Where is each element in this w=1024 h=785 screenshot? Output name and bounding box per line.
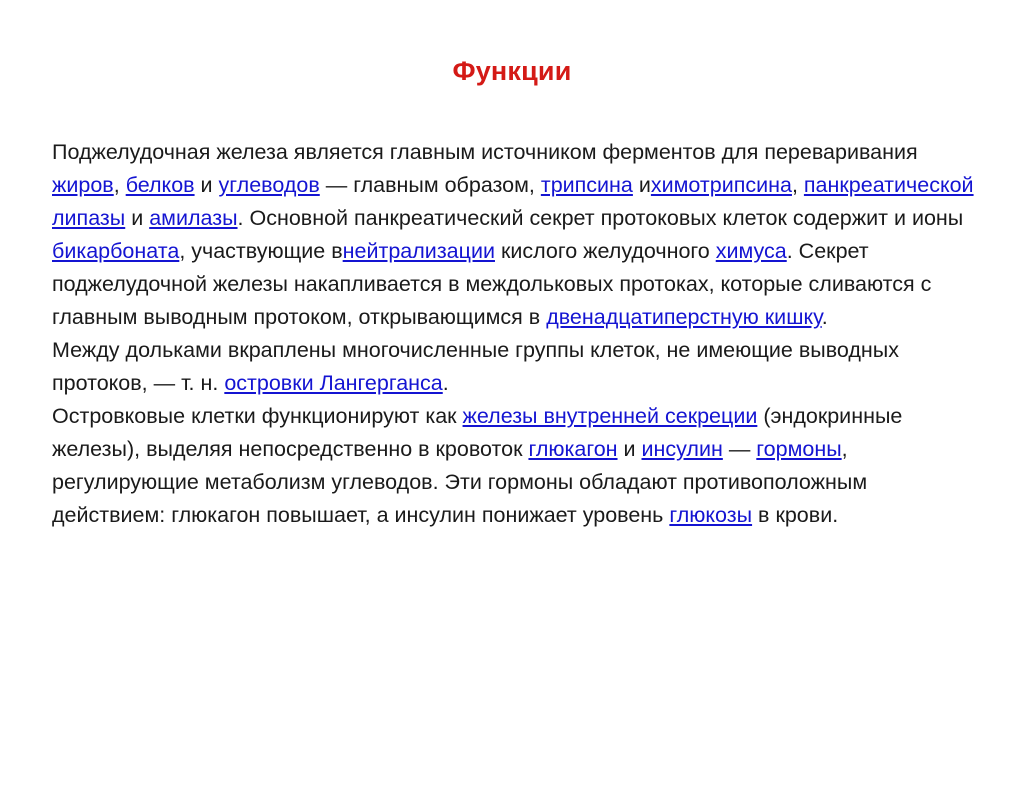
body-text-run: Островковые клетки функционируют как bbox=[52, 404, 463, 429]
body-link[interactable]: инсулин bbox=[641, 437, 723, 462]
body-text-run: , участвующие в bbox=[179, 239, 343, 264]
body-link[interactable]: гормоны bbox=[756, 437, 842, 462]
body-text-run: и bbox=[125, 206, 150, 231]
body-link[interactable]: бикарбоната bbox=[52, 239, 180, 264]
body-text-run: (эндокринные железы), выделяя непосредственно в кровоток bbox=[52, 404, 903, 462]
body-text-run: . Основной панкреатический секрет протоковых клеток содержит и ионы bbox=[237, 206, 964, 231]
body-link[interactable]: химотрипсина bbox=[650, 173, 792, 198]
body-link[interactable]: островки Лангерганса bbox=[224, 371, 443, 396]
paragraph-3 bbox=[52, 400, 982, 532]
slide-body bbox=[52, 136, 982, 532]
body-link[interactable]: двенадцатиперстную кишку bbox=[546, 305, 822, 330]
body-text-run: и bbox=[632, 173, 651, 198]
body-link[interactable]: химуса bbox=[715, 239, 787, 264]
body-text-run: — bbox=[722, 437, 757, 462]
body-link[interactable]: жиров bbox=[52, 173, 114, 198]
body-link[interactable]: глюкозы bbox=[669, 503, 753, 528]
body-text-run: Поджелудочная железа является главным источником ферментов для переваривания bbox=[52, 140, 918, 165]
body-link[interactable]: железы внутренней секреции bbox=[462, 404, 758, 429]
body-link[interactable]: глюкагон bbox=[528, 437, 618, 462]
body-text-run: и bbox=[617, 437, 642, 462]
body-text-run: . Секрет поджелудочной железы накапливается в междольковых протоках, которые сливаются с главным выводным протоком, открывающимся в bbox=[52, 239, 932, 330]
body-text-run: . bbox=[442, 371, 449, 396]
body-text-run: . bbox=[821, 305, 828, 330]
body-text-run: , bbox=[113, 173, 126, 198]
body-text-run: в крови. bbox=[752, 503, 839, 528]
body-link[interactable]: трипсина bbox=[540, 173, 633, 198]
body-link[interactable]: белков bbox=[125, 173, 195, 198]
body-text-run: и bbox=[194, 173, 219, 198]
body-text-run: , bbox=[791, 173, 804, 198]
paragraph-2 bbox=[52, 334, 982, 400]
body-text-run: Между дольками вкраплены многочисленные группы клеток, не имеющие выводных протоков, — т. н. bbox=[52, 338, 899, 396]
page-title: Функции bbox=[452, 56, 572, 87]
body-text-run: , регулирующие метаболизм углеводов. Эти гормоны обладают противоположным действием: глюкагон повышает, а инсулин понижает уровень bbox=[52, 437, 868, 528]
body-link[interactable]: панкреатической липазы bbox=[52, 173, 974, 231]
body-link[interactable]: амилазы bbox=[149, 206, 238, 231]
slide bbox=[0, 18, 1024, 785]
paragraph-1 bbox=[52, 136, 982, 334]
body-link[interactable]: нейтрализации bbox=[342, 239, 495, 264]
body-text-run: кислого желудочного bbox=[494, 239, 716, 264]
body-link[interactable]: углеводов bbox=[218, 173, 320, 198]
body-text-run: — главным образом, bbox=[319, 173, 541, 198]
